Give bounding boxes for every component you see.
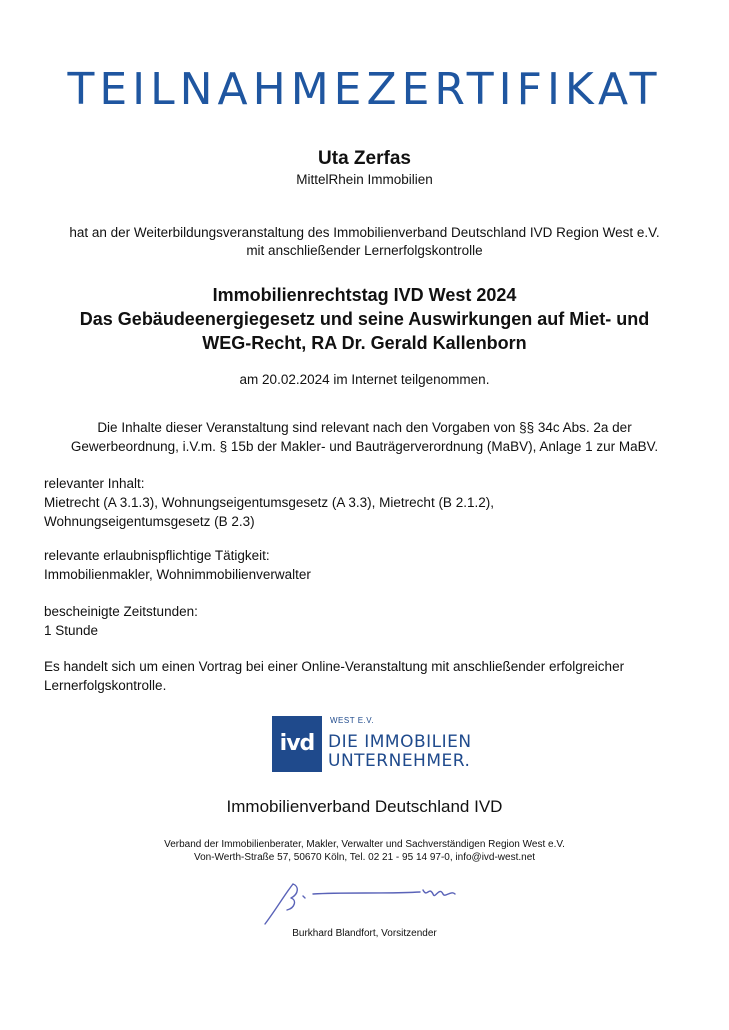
content-section <box>44 474 694 531</box>
organization-name: Immobilienverband Deutschland IVD <box>226 797 503 816</box>
certificate-title: TEILNAHMEZERTIFIKAT <box>67 64 662 115</box>
intro-line-2: mit anschließender Lernerfolgskontrolle <box>246 243 483 258</box>
signature-image <box>255 872 495 932</box>
ivd-logo-region: WEST E.V. <box>330 716 375 725</box>
event-title <box>0 283 729 355</box>
event-line-2: Das Gebäudeenergiegesetz und seine Auswirkungen auf Miet- und <box>79 309 650 329</box>
ivd-logo-line-2: UNTERNEHMER. <box>328 751 471 771</box>
intro-line-1: hat an der Weiterbildungsveranstaltung des Immobilienverband Deutschland IVD Region West e.V. <box>69 225 660 240</box>
address-line-2: Von-Werth-Straße 57, 50670 Köln, Tel. 02 21 - 95 14 97-0, info@ivd-west.net <box>193 852 536 863</box>
content-line-1: Mietrecht (A 3.1.3), Wohnungseigentumsgesetz (A 3.3), Mietrecht (B 2.1.2), <box>44 495 494 510</box>
hours-value: 1 Stunde <box>44 623 99 638</box>
participation-date: am 20.02.2024 im Internet teilgenommen. <box>239 372 490 387</box>
ivd-logo <box>272 716 472 772</box>
hours-section <box>44 602 694 640</box>
event-line-3: WEG-Recht, RA Dr. Gerald Kallenborn <box>202 333 527 353</box>
content-label: relevanter Inhalt: <box>44 476 145 491</box>
ivd-logo-line-1: DIE IMMOBILIEN <box>328 732 472 752</box>
ivd-logo-mark: ivd <box>272 716 322 772</box>
signer-name: Burkhard Blandfort, Vorsitzender <box>292 928 437 939</box>
note-section <box>44 657 694 695</box>
organization-address <box>0 838 729 864</box>
relevance-line-2: Gewerbeordnung, i.V.m. § 15b der Makler- und Bauträgerverordnung (MaBV), Anlage 1 zur MaBV. <box>70 439 659 454</box>
participant-name: Uta Zerfas <box>318 148 411 169</box>
activity-label: relevante erlaubnispflichtige Tätigkeit: <box>44 548 270 563</box>
note-line-2: Lernerfolgskontrolle. <box>44 678 167 693</box>
intro-text <box>0 224 729 260</box>
relevance-text <box>0 418 729 456</box>
address-line-1: Verband der Immobilienberater, Makler, Verwalter und Sachverständigen Region West e.V. <box>164 839 565 850</box>
relevance-line-1: Die Inhalte dieser Veranstaltung sind relevant nach den Vorgaben von §§ 34c Abs. 2a der <box>97 420 632 435</box>
content-line-2: Wohnungseigentumsgesetz (B 2.3) <box>44 514 255 529</box>
activity-value: Immobilienmakler, Wohnimmobilienverwalter <box>44 567 311 582</box>
hours-label: bescheinigte Zeitstunden: <box>44 604 198 619</box>
participant-company: MittelRhein Immobilien <box>296 172 433 187</box>
activity-section <box>44 546 694 584</box>
event-line-1: Immobilienrechtstag IVD West 2024 <box>212 285 517 305</box>
note-line-1: Es handelt sich um einen Vortrag bei einer Online-Veranstaltung mit anschließender erfolgreicher <box>44 659 625 674</box>
